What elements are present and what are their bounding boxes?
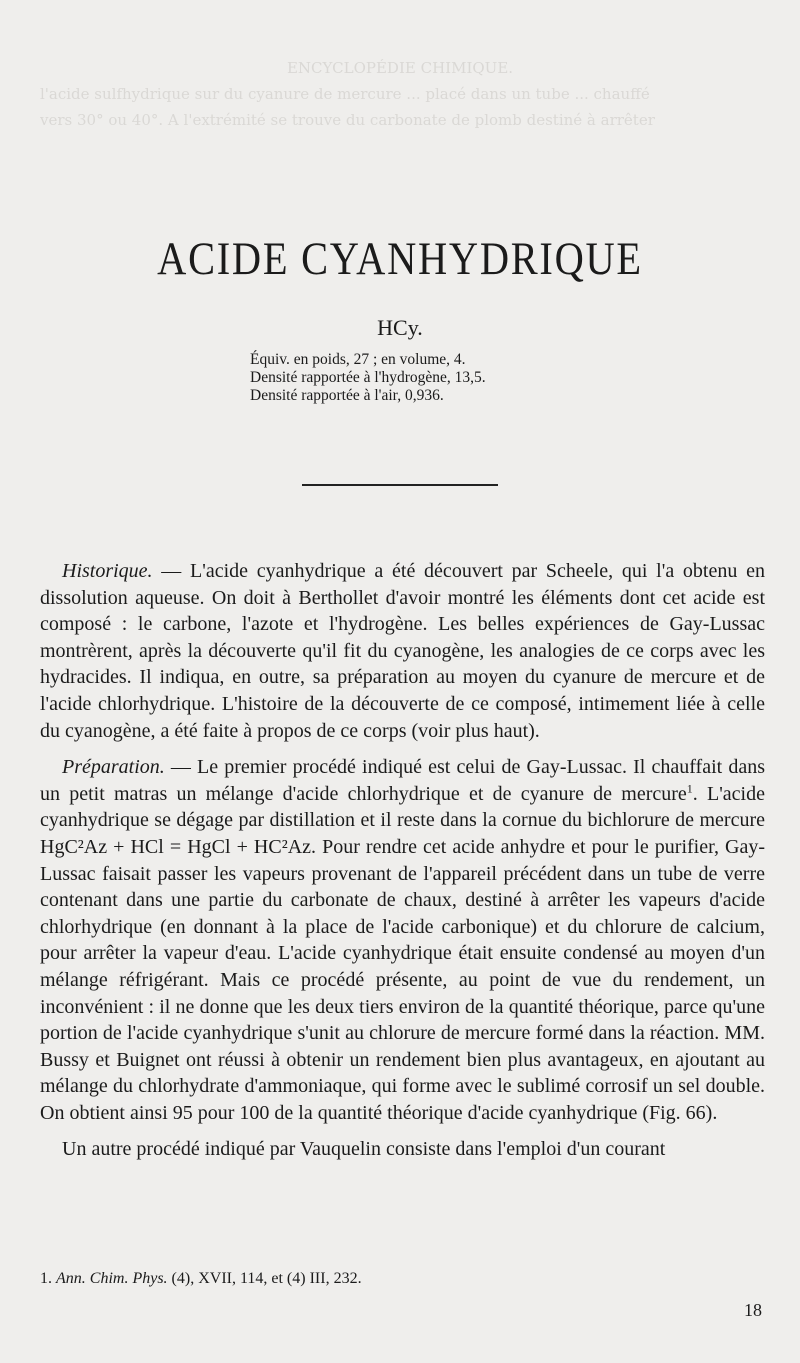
footnote-ref: 1	[686, 781, 693, 796]
footnote	[40, 1270, 760, 1288]
property-density-air: Densité rapportée à l'air, 0,936.	[250, 387, 444, 404]
property-density-hydrogen: Densité rapportée à l'hydrogène, 13,5.	[250, 369, 486, 386]
page-title: ACIDE CYANHYDRIQUE	[157, 233, 643, 285]
paragraph-lead: Préparation.	[62, 756, 165, 779]
chemical-formula: HCy.	[377, 315, 423, 340]
paragraph-text: — Le premier procédé indiqué est celui de Gay-Lussac. Il chauffait dans un petit matras un mélange d'acide chlorhydrique et de cyanure de mercure	[40, 756, 765, 805]
bleed-through-text	[40, 55, 760, 133]
article-body	[40, 558, 765, 1163]
page-number: 18	[744, 1300, 762, 1320]
paragraph-preparation	[40, 754, 765, 1126]
bleed-line: l'acide sulfhydrique sur du cyanure de mercure ... placé dans un tube ... chauffé	[40, 85, 650, 103]
paragraph-text: — L'acide cyanhydrique a été découvert par Scheele, qui l'a obtenu en dissolution aqueuse. On doit à Berthollet d'avoir montré les éléments dont cet acide est composé : le carbone, l'azote et l'hydrogène. Les belles expériences de Gay-Lussac montrèrent, après la découverte qu'il fit du cyanogène, les analogies de ce corps avec les hydracides. Il indiqua, en outre, sa préparation au moyen du cyanure de mercure et de l'acide chlorhydrique. L'histoire de la découverte de ce composé, intimement liée à celle du cyanogène, a été faite à propos de ce corps (voir plus haut).	[40, 560, 765, 742]
paragraph-lead: Historique.	[62, 560, 153, 582]
paragraph-historique	[40, 558, 765, 744]
paragraph-vauquelin: Un autre procédé indiqué par Vauquelin consiste dans l'emploi d'un courant	[62, 1138, 666, 1161]
property-equivalent: Équiv. en poids, 27 ; en volume, 4.	[250, 351, 466, 368]
footnote-journal: Ann. Chim. Phys.	[56, 1270, 168, 1287]
bleed-header: ENCYCLOPÉDIE CHIMIQUE.	[286, 59, 514, 77]
section-divider	[302, 484, 498, 486]
bleed-line: vers 30° ou 40°. A l'extrémité se trouve du carbonate de plomb destiné à arrêter	[40, 111, 655, 129]
properties-block	[250, 351, 630, 405]
footnote-number: 1.	[40, 1270, 52, 1287]
paragraph-text: . L'acide cyanhydrique se dégage par distillation et il reste dans la cornue du bichlorure de mercure HgC²Az + HCl = HgCl + HC²Az. Pour rendre cet acide anhydre et pour le purifier, Gay-Lussac faisait passer les vapeurs provenant de l'appareil précédent dans un tube de verre contenant dans une partie du carbonate de chaux, destiné à arrêter les vapeurs d'acide chlorhydrique (en donnant à la place de l'acide carbonique) et du chlorure de calcium, pour arrêter la vapeur d'eau. L'acide cyanhydrique était ensuite condensé au moyen d'un mélange réfrigérant. Mais ce procédé présente, au point de vue du rendement, un inconvénient : il ne donne que les deux tiers environ de la quantité théorique, parce qu'une portion de l'acide cyanhydrique s'unit au chlorure de mercure formé dans la réaction. MM. Bussy et Buignet ont réussi à obtenir un rendement bien plus avantageux, en ajoutant au mélange du chlorhydrate d'ammoniaque, qui forme avec le sublimé corrosif un sel double. On obtient ainsi 95 pour 100 de la quantité théorique d'acide cyanhydrique (Fig. 66).	[40, 782, 765, 1124]
footnote-reference: (4), XVII, 114, et (4) III, 232.	[167, 1270, 362, 1287]
